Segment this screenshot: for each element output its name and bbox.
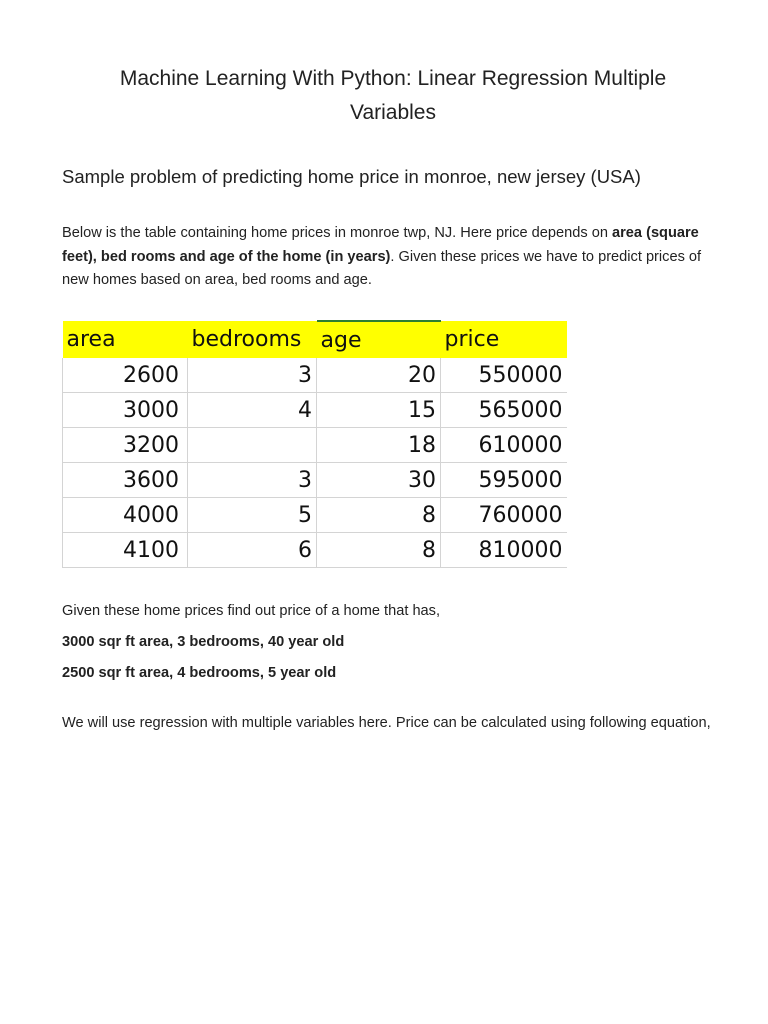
cell-age: 8 [317, 498, 441, 533]
cell-age: 30 [317, 463, 441, 498]
table-row [63, 463, 567, 498]
cell-age: 18 [317, 428, 441, 463]
intro-text-part1: Below is the table containing home prices in monroe twp, NJ. Here price depends on [62, 225, 612, 241]
cell-bedrooms: 6 [188, 533, 317, 568]
table-row [63, 428, 567, 463]
header-price: price [441, 321, 567, 358]
section-subtitle: Sample problem of predicting home price in monroe, new jersey (USA) [62, 166, 641, 187]
cell-area: 4100 [63, 533, 188, 568]
cell-area: 3200 [63, 428, 188, 463]
cell-bedrooms: 4 [188, 393, 317, 428]
header-bedrooms: bedrooms [188, 321, 317, 358]
table-row [63, 393, 567, 428]
cell-age: 20 [317, 358, 441, 393]
header-age: age [317, 321, 441, 358]
case-2-text: 2500 sqr ft area, 4 bedrooms, 5 year old [62, 665, 337, 681]
cell-area: 2600 [63, 358, 188, 393]
cell-age: 8 [317, 533, 441, 568]
intro-paragraph [62, 222, 722, 293]
table-row [63, 358, 567, 393]
cell-bedrooms [188, 428, 317, 463]
table-row [63, 533, 567, 568]
case-1-text: 3000 sqr ft area, 3 bedrooms, 40 year old [62, 634, 345, 650]
cell-bedrooms: 3 [188, 358, 317, 393]
cell-price: 760000 [441, 498, 567, 533]
cell-price: 550000 [441, 358, 567, 393]
cell-price: 565000 [441, 393, 567, 428]
intro-text-bold: area (square feet), bed rooms and age of the home (in years) [62, 225, 699, 265]
intro-text-part2: . Given these prices we have to predict prices of new homes based on area, bed rooms and age. [62, 248, 702, 288]
cell-age: 15 [317, 393, 441, 428]
cell-area: 4000 [63, 498, 188, 533]
table-header-row [63, 321, 567, 358]
cell-price: 595000 [441, 463, 567, 498]
cell-bedrooms: 5 [188, 498, 317, 533]
cell-area: 3600 [63, 463, 188, 498]
home-prices-table [62, 320, 567, 568]
cell-area: 3000 [63, 393, 188, 428]
cell-bedrooms: 3 [188, 463, 317, 498]
question-text: Given these home prices find out price of a home that has, [62, 603, 441, 619]
header-area: area [63, 321, 188, 358]
closing-paragraph: We will use regression with multiple variables here. Price can be calculated using following equation, [62, 715, 711, 731]
page-title: Machine Learning With Python: Linear Regression Multiple Variables [119, 67, 667, 124]
cell-price: 810000 [441, 533, 567, 568]
cell-price: 610000 [441, 428, 567, 463]
table-row [63, 498, 567, 533]
